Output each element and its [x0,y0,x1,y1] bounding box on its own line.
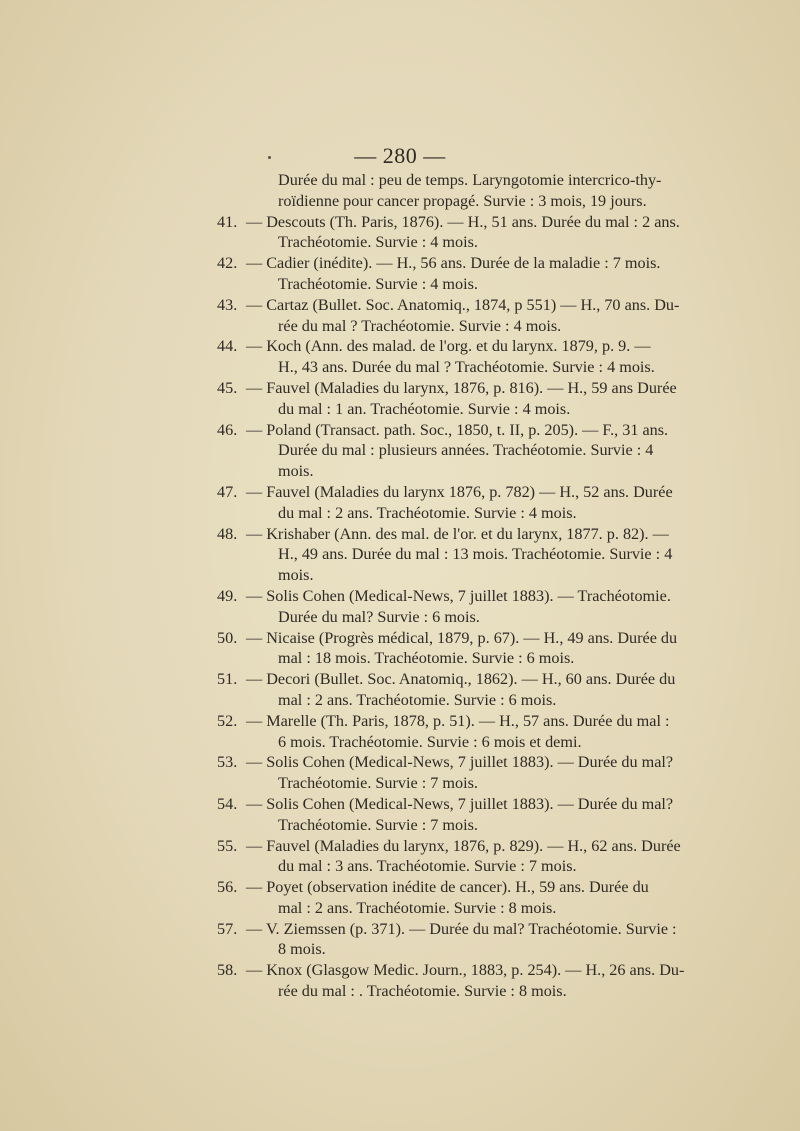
entry-line [0,482,800,503]
entry-line [0,565,800,586]
entry-line [0,815,800,836]
entry-text: mois. [278,462,314,481]
list-item [0,877,800,919]
list-item [0,628,800,670]
entry-number: 44. [217,337,238,356]
entry-text: mal : 2 ans. Trachéotomie. Survie : 6 mois. [278,690,557,709]
entry-line [0,586,800,607]
entry-line [0,420,800,441]
list-item [0,919,800,961]
entry-line [0,336,800,357]
entry-line [0,440,800,461]
entry-line [0,544,800,565]
entry-line [0,648,800,669]
list-item [0,378,800,420]
entry-number: 57. [217,919,238,938]
entry-line [0,856,800,877]
entry-text: H., 49 ans. Durée du mal : 13 mois. Trachéotomie. Survie : 4 [278,545,673,564]
entry-text: — Knox (Glasgow Medic. Journ., 1883, p. 254). — H., 26 ans. Du- [246,961,685,980]
entry-text: Trachéotomie. Survie : 4 mois. [278,233,478,252]
entry-number: 56. [217,878,238,897]
list-item [0,586,800,628]
entry-text: Durée du mal : peu de temps. Laryngotomie intercrico-thy- [278,171,662,189]
entry-text: mois. [278,566,314,585]
entry-number: 53. [217,753,238,772]
entry-number: 43. [217,295,238,314]
list-item [0,960,800,1002]
entry-text: 8 mois. [278,940,326,959]
entry-text: du mal : 3 ans. Trachéotomie. Survie : 7 mois. [278,857,577,876]
entry-line [0,503,800,524]
entry-text: — Fauvel (Maladies du larynx, 1876, p. 816). — H., 59 ans Durée [246,378,677,397]
entry-line [0,170,800,191]
entry-line [0,939,800,960]
entry-line [0,253,800,274]
entry-number: 51. [217,670,238,689]
entry-line [0,191,800,212]
entry-text: — Solis Cohen (Medical-News, 7 juillet 1883). — Trachéotomie. [246,586,671,605]
entry-line [0,836,800,857]
entry-text: Trachéotomie. Survie : 4 mois. [278,274,478,293]
entry-text: 6 mois. Trachéotomie. Survie : 6 mois et demi. [278,732,582,751]
entry-line [0,232,800,253]
entry-text: Trachéotomie. Survie : 7 mois. [278,815,478,834]
entry-text: — Poland (Transact. path. Soc., 1850, t. II, p. 205). — F., 31 ans. [246,420,669,439]
entry-text: — Poyet (observation inédite de cancer). H., 59 ans. Durée du [246,878,649,897]
entry-line [0,316,800,337]
entry-line [0,295,800,316]
entry-line [0,794,800,815]
entry-text: du mal : 2 ans. Trachéotomie. Survie : 4 mois. [278,503,577,522]
entry-line [0,773,800,794]
entry-text: — Solis Cohen (Medical-News, 7 juillet 1883). — Durée du mal? [246,753,674,772]
entry-number: 48. [217,524,238,543]
entry-text: Trachéotomie. Survie : 7 mois. [278,774,478,793]
entry-text: — Decori (Bullet. Soc. Anatomiq., 1862). — H., 60 ans. Durée du [246,670,676,689]
list-item [0,295,800,337]
entry-line [0,752,800,773]
entry-text: roïdienne pour cancer propagé. Survie : 3 mois, 19 jours. [278,191,647,210]
entry-text: — Fauvel (Maladies du larynx 1876, p. 782) — H., 52 ans. Durée [246,482,673,501]
entry-text: mal : 2 ans. Trachéotomie. Survie : 8 mois. [278,898,557,917]
entry-text: Durée du mal : plusieurs années. Trachéotomie. Survie : 4 [278,441,654,460]
entry-number: 50. [217,628,238,647]
list-item [0,482,800,524]
entry-text: H., 43 ans. Durée du mal ? Trachéotomie. Survie : 4 mois. [278,358,655,377]
entry-line [0,357,800,378]
entry-number: 52. [217,711,238,730]
entry-text: — Cartaz (Bullet. Soc. Anatomiq., 1874, p 551) — H., 70 ans. Du- [246,295,680,314]
entry-text: — Solis Cohen (Medical-News, 7 juillet 1883). — Durée du mal? [246,794,674,813]
list-item [0,669,800,711]
entry-number: 42. [217,254,238,273]
entry-number: 54. [217,794,238,813]
entry-text: — Koch (Ann. des malad. de l'org. et du larynx. 1879, p. 9. — [246,337,651,356]
list-item [0,794,800,836]
list-item [0,336,800,378]
entry-line [0,669,800,690]
entry-text: mal : 18 mois. Trachéotomie. Survie : 6 mois. [278,649,575,668]
entry-line [0,274,800,295]
entry-line [0,711,800,732]
entry-line [0,524,800,545]
list-item [0,212,800,254]
entry-line [0,628,800,649]
entry-line [0,732,800,753]
list-item [0,711,800,753]
entry-number: 58. [217,961,238,980]
entry-line [0,877,800,898]
entry-number: 41. [217,212,238,231]
entry-line [0,919,800,940]
entry-number: 49. [217,586,238,605]
entry-text: — Cadier (inédite). — H., 56 ans. Durée de la maladie : 7 mois. [246,254,661,273]
entry-line [0,690,800,711]
entry-text: — Nicaise (Progrès médical, 1879, p. 67). — H., 49 ans. Durée du [246,628,678,647]
entry-number: 55. [217,836,238,855]
entry-text: — Marelle (Th. Paris, 1878, p. 51). — H., 57 ans. Durée du mal : [246,711,670,730]
list-item [0,524,800,586]
entry-number: 47. [217,482,238,501]
entry-line [0,378,800,399]
list-item [0,420,800,482]
entry-line [0,212,800,233]
entry-line [0,607,800,628]
list-item [0,170,800,212]
entry-line [0,461,800,482]
entry-number: 45. [217,378,238,397]
list-item [0,253,800,295]
entry-number: 46. [217,420,238,439]
page-number: — 280 — [354,143,446,168]
entry-text: — Fauvel (Maladies du larynx, 1876, p. 829). — H., 62 ans. Durée [246,836,681,855]
entry-text: Durée du mal? Survie : 6 mois. [278,607,480,626]
list-item [0,836,800,878]
entry-text: — V. Ziemssen (p. 371). — Durée du mal? Trachéotomie. Survie : [246,919,677,938]
entry-line [0,399,800,420]
entry-text: rée du mal ? Trachéotomie. Survie : 4 mois. [278,316,562,335]
entry-text: du mal : 1 an. Trachéotomie. Survie : 4 mois. [278,399,571,418]
entry-line [0,960,800,981]
list-item [0,752,800,794]
entry-text: rée du mal : . Trachéotomie. Survie : 8 mois. [278,982,567,1001]
entry-text: — Descouts (Th. Paris, 1876). — H., 51 ans. Durée du mal : 2 ans. [246,212,680,231]
entry-line [0,981,800,1002]
entry-text: — Krishaber (Ann. des mal. de l'or. et du larynx, 1877. p. 82). — [246,524,669,543]
entry-line [0,898,800,919]
entry-list [0,170,800,1002]
